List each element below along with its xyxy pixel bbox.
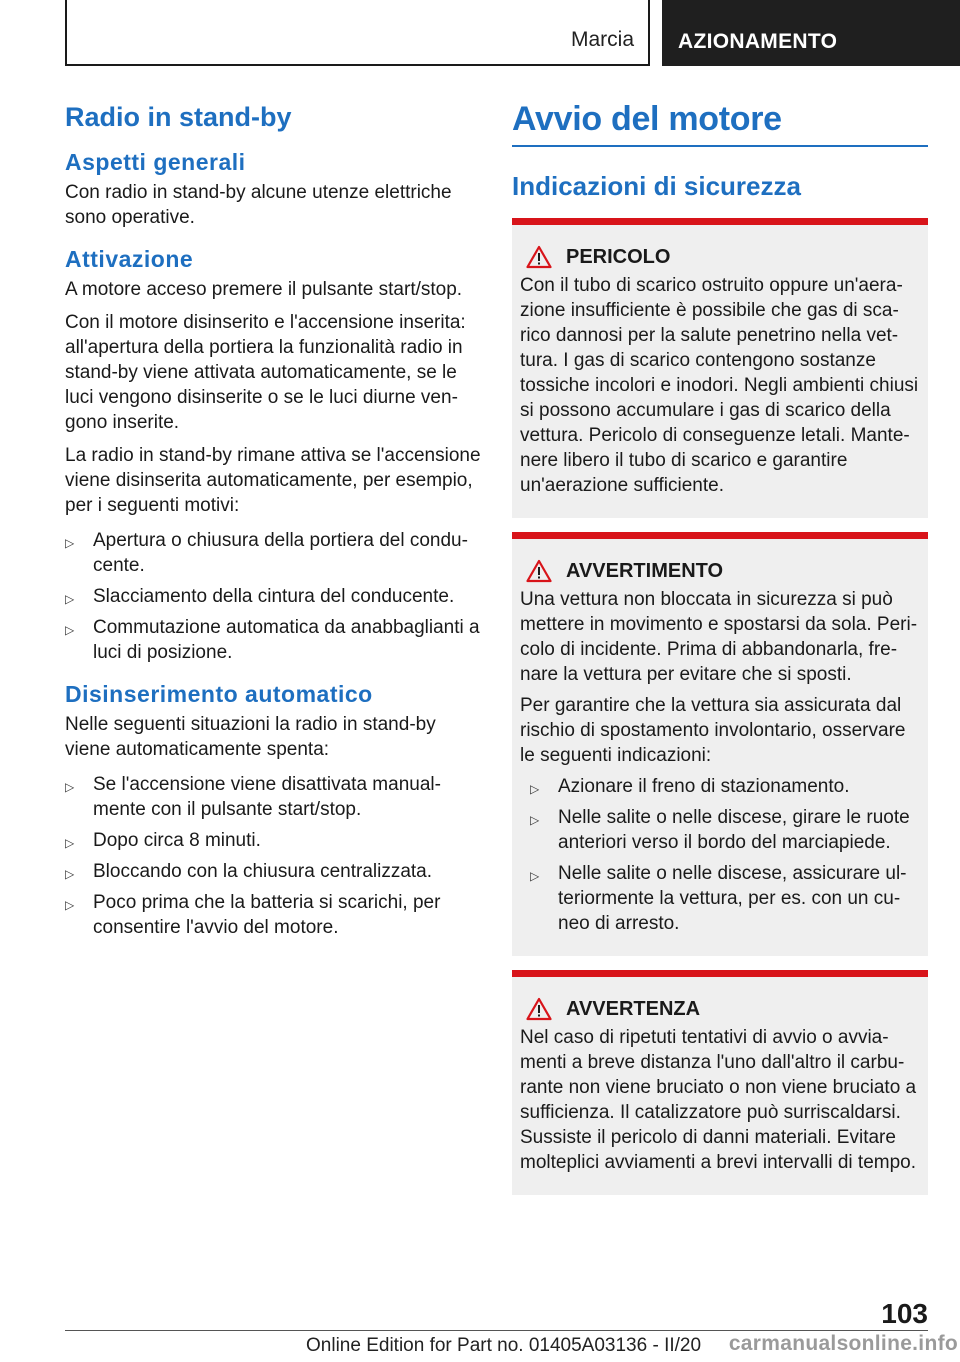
triangle-bullet-icon: ▷ (65, 623, 75, 637)
warning-text: Nel caso di ripetuti tentativi di avvio o avviamenti a breve distanza l'uno dall'altro il carburante non viene bruciato o non viene bruciato a sufficienza. Il catalizzatore può surriscaldarsi. Sussiste il pericolo di danni materiali. Evitare molteplici avviamenti a brevi intervalli di tempo. (520, 1027, 917, 1173)
triangle-bullet-icon: ▷ (65, 592, 75, 606)
list-item: ▷ Nelle salite o nelle discese, assicurare ulteriormente la vettura, per es. con un cuneo di arresto. (530, 863, 907, 934)
list-item: ▷ Dopo circa 8 minuti. (65, 828, 485, 853)
warning-label: PERICOLO (566, 245, 671, 268)
list-item: ▷ Se l'accensione viene disattivata manualmente con il pulsante start/stop. (65, 774, 441, 820)
header-section-box (65, 0, 650, 66)
triangle-bullet-icon: ▷ (65, 780, 75, 794)
warning-box-danger (512, 218, 928, 518)
heading-general: Aspetti generali (65, 149, 246, 175)
heading-safety: Indicazioni di sicurezza (512, 171, 801, 201)
header-chapter-tab (662, 0, 960, 66)
right-column (512, 100, 928, 1209)
list-item: ▷ Azionare il freno di stazionamento. (530, 774, 920, 799)
warning-label: AVVERTIMENTO (566, 559, 724, 582)
list-item: ▷ Bloccando con la chiusura centralizzata. (65, 859, 485, 884)
triangle-bullet-icon: ▷ (530, 813, 540, 827)
list-item: ▷ Poco prima che la batteria si scarichi, per consentire l'avvio del motore. (65, 892, 441, 938)
auto-off-list (65, 772, 485, 940)
triangle-bullet-icon: ▷ (530, 869, 540, 883)
triangle-bullet-icon: ▷ (65, 536, 75, 550)
warning-list (530, 774, 920, 936)
warning-label: AVVERTENZA (566, 997, 701, 1020)
page-number: 103 (881, 1298, 928, 1329)
list-item: ▷ Commutazione automatica da anabbaglianti a luci di posizione. (65, 617, 480, 663)
auto-off-text: Nelle seguenti situazioni la radio in stand-by viene automaticamente spenta: (65, 714, 436, 760)
activation-paragraph-1: A motore acceso premere il pulsante start/stop. (65, 279, 463, 300)
heading-auto-off: Disinserimento automatico (65, 681, 373, 707)
triangle-bullet-icon: ▷ (65, 898, 75, 912)
general-text: Con radio in stand-by alcune utenze elettriche sono operative. (65, 182, 452, 228)
triangle-bullet-icon: ▷ (65, 867, 75, 881)
footer-edition: Online Edition for Part no. 01405A03136 - II/20 (306, 1335, 702, 1356)
section-title-radio-standby: Radio in stand-by (65, 102, 292, 132)
warning-triangle-icon (526, 559, 552, 583)
header-section-label: Marcia (570, 28, 634, 51)
footer-divider (65, 1330, 928, 1331)
triangle-bullet-icon: ▷ (65, 836, 75, 850)
warning-text-2: Per garantire che la vettura sia assicurata dal rischio di spostamento involontario, osservare le seguenti indicazioni: (520, 695, 906, 766)
warning-text: Con il tubo di scarico ostruito oppure un'aerazione insufficiente è possibile che gas di scarico dannosi per la salute penetrino nella vettura. I gas di scarico contengono sostanze tossiche incolori e inodori. Negli ambienti chiusi si possono accumulare i gas di scarico della vettura. Pericolo di conseguenze letali. Mantenere libero il tubo di scarico e garantire un'aerazione sufficiente. (520, 275, 919, 496)
header-chapter-label: AZIONAMENTO (678, 30, 838, 53)
watermark: carmanualsonline.info (728, 1332, 958, 1355)
list-item: ▷ Apertura o chiusura della portiera del conducente. (65, 530, 468, 576)
list-item: ▷ Slacciamento della cintura del conducente. (65, 584, 485, 609)
heading-activation: Attivazione (65, 246, 194, 272)
activation-paragraph-2: Con il motore disinserito e l'accensione inserita: all'apertura della portiera la funzionalità radio in stand-by viene attivata automaticamente, se le luci vengono disinserite o se le luci diurne vengono inserite. (65, 312, 466, 433)
list-item: ▷ Nelle salite o nelle discese, girare le ruote anteriori verso il bordo del marciapiede. (530, 807, 910, 853)
triangle-bullet-icon: ▷ (530, 782, 540, 796)
section-title-engine-start: Avvio del motore (512, 100, 928, 147)
warning-box-notice (512, 970, 928, 1195)
warning-box-caution (512, 532, 928, 956)
activation-paragraph-3: La radio in stand-by rimane attiva se l'accensione viene disinserita automaticamente, per esempio, per i seguenti motivi: (65, 445, 481, 516)
warning-triangle-icon (526, 245, 552, 269)
activation-list (65, 528, 485, 665)
warning-triangle-icon (526, 997, 552, 1021)
warning-text-1: Una vettura non bloccata in sicurezza si può mettere in movimento e spostarsi da sola. Pericolo di incidente. Prima di abbandonarla, frenare la vettura per evitare che si sposti. (520, 589, 918, 685)
left-column (65, 100, 485, 952)
